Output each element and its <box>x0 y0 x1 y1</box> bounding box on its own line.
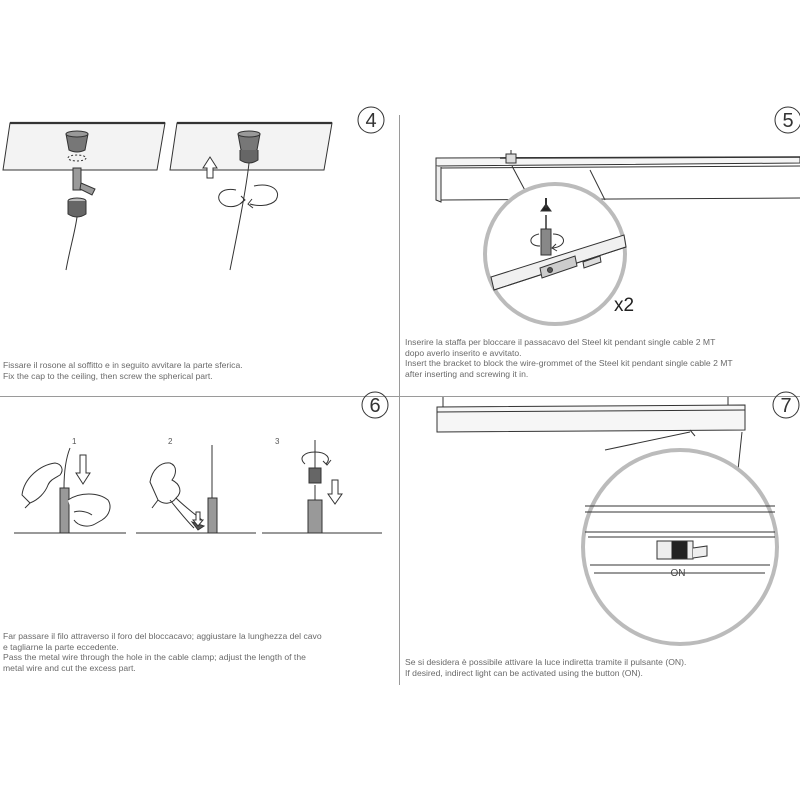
step-6-caption-it-1: Far passare il filo attraverso il foro del bloccacavo; aggiustare la lunghezza del cavo <box>3 631 322 641</box>
step-5-caption-it-2: dopo averlo inserito e avvitato. <box>405 347 522 358</box>
step-4-number: 4 <box>365 110 377 132</box>
step-7-caption-en: If desired, indirect light can be activated using the button (ON). <box>405 667 643 678</box>
step-6-substep-2: 2 <box>168 437 173 446</box>
step-6-substep-3: 3 <box>275 437 280 446</box>
step-6-illustration <box>14 440 382 533</box>
step-4-caption-it: Fissare il rosone al soffitto e in seguito avvitare la parte sferica. <box>3 360 243 370</box>
step-5-caption <box>405 337 733 379</box>
step-7-caption-it: Se si desidera è possibile attivare la luce indiretta tramite il pulsante (ON). <box>405 657 687 667</box>
step-6-substep-1: 1 <box>72 437 77 446</box>
step-5-caption-en-1: Insert the bracket to block the wire-grommet of the Steel kit pendant single cable 2 MT <box>405 358 733 369</box>
step-7-number: 7 <box>780 395 792 417</box>
step-6-caption <box>3 631 322 673</box>
step-4-illustration <box>3 123 332 270</box>
step-6-caption-it-2: e tagliarne la parte eccedente. <box>3 641 119 652</box>
step-6-caption-en-1: Pass the metal wire through the hole in the cable clamp; adjust the length of the <box>3 652 306 663</box>
step-6-number: 6 <box>369 395 381 417</box>
step-4-caption <box>3 360 243 381</box>
step-7-illustration <box>437 397 777 644</box>
step-5-number: 5 <box>782 110 794 132</box>
step-5-quantity: x2 <box>614 295 635 316</box>
step-6-caption-en-2: metal wire and cut the excess part. <box>3 662 136 673</box>
step-4-caption-en: Fix the cap to the ceiling, then screw the spherical part. <box>3 370 213 381</box>
step-7-caption <box>405 657 686 678</box>
step-5-caption-it-1: Inserire la staffa per bloccare il passacavo del Steel kit pendant single cable 2 MT <box>405 337 716 347</box>
step-5-caption-en-2: after inserting and screwing it in. <box>405 368 529 379</box>
step-7-switch-label: ON <box>670 568 686 579</box>
